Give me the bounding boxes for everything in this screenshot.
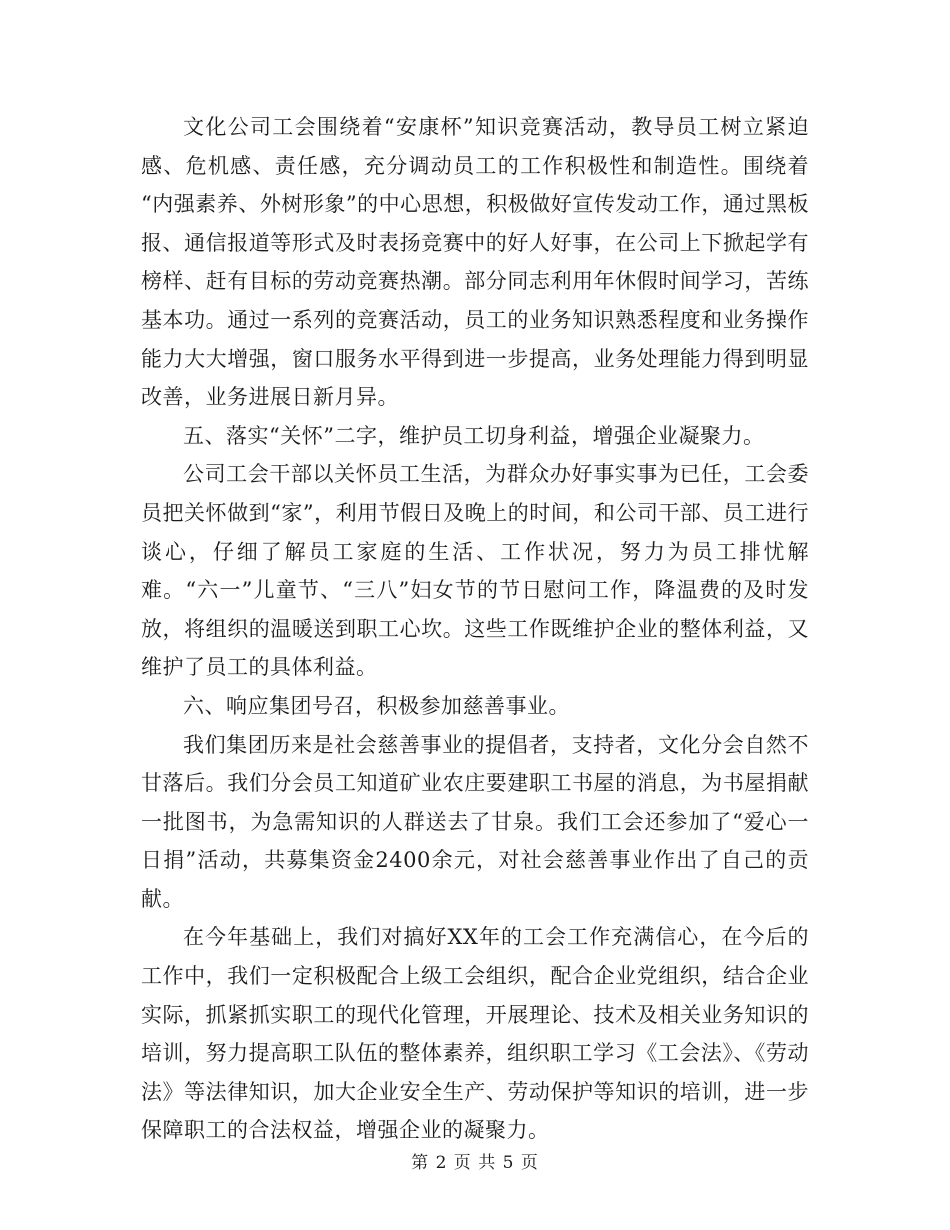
page-number-footer: 第 2 页 共 5 页	[411, 1153, 539, 1173]
section-heading-care: 五、落实“关怀”二字，维护员工切身利益，增强企业凝聚力。	[183, 423, 765, 448]
paragraph-competition: 文化公司工会围绕着“安康杯”知识竞赛活动，教导员工树立紧迫感、危机感、责任感，充分调动员工的工作积极性和制造性。围绕着 “内强素养、外树形象”的中心思想，积极做好宣传发动工作，通过黑板报、通信报道等形式及时表扬竞赛中的好人好事，在公司上下掀起学有榜样、赶有目标的劳动竞赛热潮。部分同志利用年休假时间学习，苦练基本功。通过一系列的竞赛活动，员工的业务知识熟悉程度和业务操作能力大大增强，窗口服务水平得到进一步提高，业务处理能力得到明显改善，业务进展日新月异。	[141, 115, 809, 410]
paragraph-charity: 我们集团历来是社会慈善事业的提倡者，支持者，文化分会自然不甘落后。我们分会员工知道矿业农庄要建职工书屋的消息，为书屋捐献一批图书，为急需知识的人群送去了甘泉。我们工会还参加了“爱心一日捐”活动，共募集资金2400余元，对社会慈善事业作出了自己的贡献。	[141, 732, 809, 911]
paragraph-outlook: 在今年基础上，我们对搞好XX年的工会工作充满信心，在今后的工作中，我们一定积极配合上级工会组织，配合企业党组织，结合企业实际，抓紧抓实职工的现代化管理，开展理论、技术及相关业务知识的培训，努力提高职工队伍的整体素养，组织职工学习《工会法》、《劳动法》等法律知识，加大企业安全生产、劳动保护等知识的培训，进一步保障职工的合法权益，增强企业的凝聚力。	[141, 925, 809, 1143]
document-body	[141, 108, 809, 1150]
paragraph-care: 公司工会干部以关怀员工生活，为群众办好事实事为已任，工会委员把关怀做到“家”，利用节假日及晚上的时间，和公司干部、员工进行谈心，仔细了解员工家庭的生活、工作状况，努力为员工排忧解难。“六一”儿童节、“三八”妇女节的节日慰问工作，降温费的及时发放，将组织的温暖送到职工心坎。这些工作既维护企业的整体利益，又维护了员工的具体利益。	[141, 462, 809, 680]
section-heading-charity: 六、响应集团号召，积极参加慈善事业。	[183, 693, 570, 718]
